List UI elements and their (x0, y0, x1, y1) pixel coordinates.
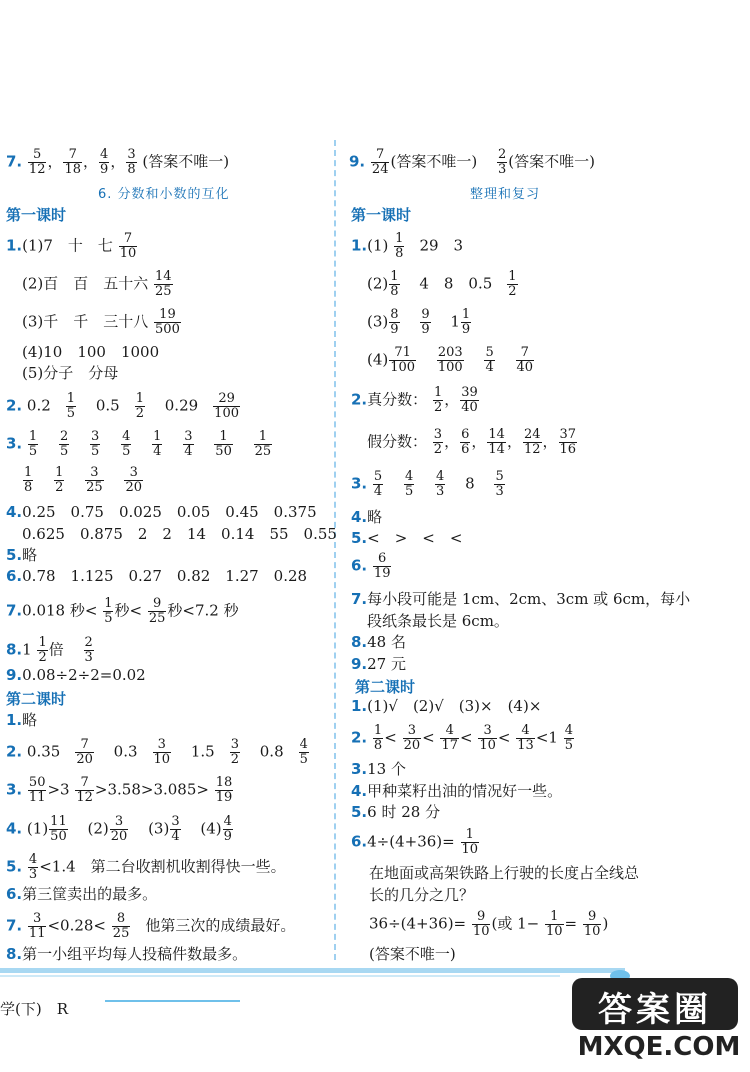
answer-7: 7.0.018 秒< $\frac{1}{5}$ 秒< $\frac{9}{25}$ 秒<7.2 秒 (6, 596, 239, 626)
review-6: 6. $\frac{6}{19}$ (351, 551, 391, 581)
answer-p7: 7. $\frac{3}{11}$ <0.28< $\frac{8}{25}$ 他第三次的成绩最好。 (6, 911, 296, 941)
review-p6-question-1: 在地面或高架铁路上行驶的长度占全线总 (369, 864, 640, 882)
review-1-row-3: (3) $\frac{8}{9}$ $\frac{9}{9}$ 1 $\frac{1}{9}$ (367, 307, 471, 337)
answer-p1: 1.略 (6, 711, 38, 729)
fraction: $\frac{4}{9}$ (100, 147, 109, 177)
lesson-title: 第二课时 (355, 678, 416, 696)
fraction: $\frac{29}{100}$ (214, 391, 239, 421)
fraction: $\frac{1}{2}$ (135, 391, 144, 421)
answer-5: 5.略 (6, 546, 38, 564)
lesson-title: 第二课时 (6, 690, 67, 708)
review-2-improper: 假分数： $\frac{3}{2}$ ， $\frac{6}{6}$ ， $\frac{14}{14}$ ， $\frac{24}{12}$ ， $\frac{37}{16}$ (367, 427, 577, 457)
review-p6-calc: 36÷(4+36)= $\frac{9}{10}$ (或 1− $\frac{1}{10}$ = $\frac{9}{10}$ ) (369, 909, 609, 939)
logo-badge (572, 978, 738, 1030)
answer-1-row-4: (4)10 100 1000 (22, 343, 160, 361)
review-1-row-1: 1.(1) $\frac{1}{8}$ 29 3 (351, 231, 464, 261)
review-p5: 5.6 时 28 分 (351, 803, 441, 821)
answer-p3: 3. $\frac{50}{11}$ >3 $\frac{7}{12}$ >3.58>3.085> $\frac{18}{19}$ (6, 775, 233, 805)
fraction: $\frac{19}{500}$ (155, 307, 180, 337)
logo-brand-text: 答案圈 (598, 990, 712, 1030)
footer-label: 学(下) R (0, 1000, 68, 1018)
review-1-row-4: (4) $\frac{71}{100}$ $\frac{203}{100}$ $\frac{5}{4}$ $\frac{7}{40}$ (367, 345, 534, 375)
answer-p8: 8.第一小组平均每人投稿件数最多。 (6, 945, 248, 963)
answer-1-row-5: (5)分子 分母 (22, 364, 119, 382)
answer-line-7: 7. $\frac{5}{12}$ ， $\frac{7}{18}$ ， $\frac{4}{9}$ ， $\frac{3}{8}$ (答案不唯一) (6, 147, 230, 177)
answer-8: 8.1 $\frac{1}{2}$ 倍 $\frac{2}{3}$ (6, 635, 93, 665)
bottom-band-shadow (0, 975, 560, 977)
bottom-band (0, 968, 625, 973)
answer-p4: 4. (1) $\frac{11}{50}$ (2) $\frac{3}{20}$ (3) $\frac{3}{4}$ (4) $\frac{4}{9}$ (6, 814, 232, 844)
answer-p2: 2. 0.35 $\frac{7}{20}$ 0.3 $\frac{3}{10}$ 1.5 $\frac{3}{2}$ 0.8 $\frac{4}{5}$ (6, 737, 308, 767)
answer-line-9: 9. $\frac{7}{24}$ (答案不唯一) $\frac{2}{3}$ (答案不唯一) (349, 147, 595, 177)
section-title: 整理和复习 (470, 187, 541, 202)
fraction: $\frac{14}{25}$ (155, 269, 172, 299)
note: (答案不唯一) (142, 152, 230, 171)
review-p6-note: (答案不唯一) (369, 945, 456, 963)
fraction: $\frac{1}{5}$ (66, 391, 76, 421)
fraction: $\frac{7}{18}$ (64, 147, 82, 177)
review-p2: 2. $\frac{1}{8}$ < $\frac{3}{20}$ < $\frac{4}{17}$ < $\frac{3}{10}$ < $\frac{4}{13}$ <1 $\frac{4}{5}$ (351, 723, 574, 753)
left-column (0, 0, 337, 963)
answer-3-row-1: 3. $\frac{1}{5}$ $\frac{2}{5}$ $\frac{3}{5}$ $\frac{4}{5}$ $\frac{1}{4}$ $\frac{3}{4}$ $\frac{1}{50}$ $\frac{1}{25}$ (6, 429, 272, 459)
review-p6-eq: 6.4÷(4+36)= $\frac{1}{10}$ (351, 827, 479, 857)
section-title: 6. 分数和小数的互化 (98, 187, 230, 202)
review-p3: 3.13 个 (351, 760, 406, 778)
answer-2: 2. 0.2 $\frac{1}{5}$ 0.5 $\frac{1}{2}$ 0.29 $\frac{29}{100}$ (6, 391, 239, 421)
answer-1-row-3: (3)千 千 三十八 $\frac{19}{500}$ (22, 307, 180, 337)
review-8: 8.48 名 (351, 633, 406, 651)
answer-p5: 5. $\frac{4}{3}$ <1.4 第二台收割机收割得快一些。 (6, 852, 286, 882)
review-5: 5.< > < < (351, 529, 463, 547)
answer-1-row-2: (2)百 百 五十六 $\frac{14}{25}$ (22, 269, 172, 299)
review-p4: 4.甲种菜籽出油的情况好一些。 (351, 782, 563, 800)
review-1-row-2: (2) $\frac{1}{8}$ 4 8 0.5 $\frac{1}{2}$ (367, 269, 517, 299)
right-column (345, 0, 745, 963)
answer-9: 9.0.08÷2÷2=0.02 (6, 666, 146, 684)
review-7-line-2: 段纸条最长是 6cm。 (367, 612, 509, 630)
column-divider (334, 140, 336, 960)
review-p1: 1.(1)√ (2)√ (3)× (4)× (351, 697, 542, 715)
review-4: 4.略 (351, 508, 383, 526)
logo-site-text: MXQE.COM (577, 1032, 741, 1062)
answer-4-row-1: 4.0.25 0.75 0.025 0.05 0.45 0.375 (6, 503, 317, 521)
lesson-title: 第一课时 (351, 206, 412, 224)
lesson-title: 第一课时 (6, 206, 67, 224)
fraction: $\frac{7}{10}$ (119, 231, 137, 261)
answer-4-row-2: 0.625 0.875 2 2 14 0.14 55 0.55 (22, 525, 337, 543)
review-2-proper: 2.真分数： $\frac{1}{2}$ ， $\frac{39}{40}$ (351, 385, 478, 415)
review-3: 3. $\frac{5}{4}$ $\frac{4}{5}$ $\frac{4}{3}$ 8 $\frac{5}{3}$ (351, 469, 504, 499)
answer-p6: 6.第三筐卖出的最多。 (6, 885, 158, 903)
review-9: 9.27 元 (351, 655, 406, 673)
question-number: 7. (6, 152, 23, 171)
answer-6: 6.0.78 1.125 0.27 0.82 1.27 0.28 (6, 567, 308, 585)
footer-rule (105, 1000, 240, 1002)
review-7-line-1: 7.每小段可能是 1cm、2cm、3cm 或 6cm，每小 (351, 590, 691, 608)
answer-3-row-2: $\frac{1}{8}$ $\frac{1}{2}$ $\frac{3}{25}$ $\frac{3}{20}$ (24, 465, 142, 495)
watermark-logo (570, 970, 748, 1070)
answer-1-row-1: 1.(1)7 十 七 $\frac{7}{10}$ (6, 231, 137, 261)
fraction: $\frac{3}{8}$ (127, 147, 136, 177)
fraction: $\frac{5}{12}$ (28, 147, 46, 177)
review-p6-question-2: 长的几分之几？ (369, 886, 475, 904)
